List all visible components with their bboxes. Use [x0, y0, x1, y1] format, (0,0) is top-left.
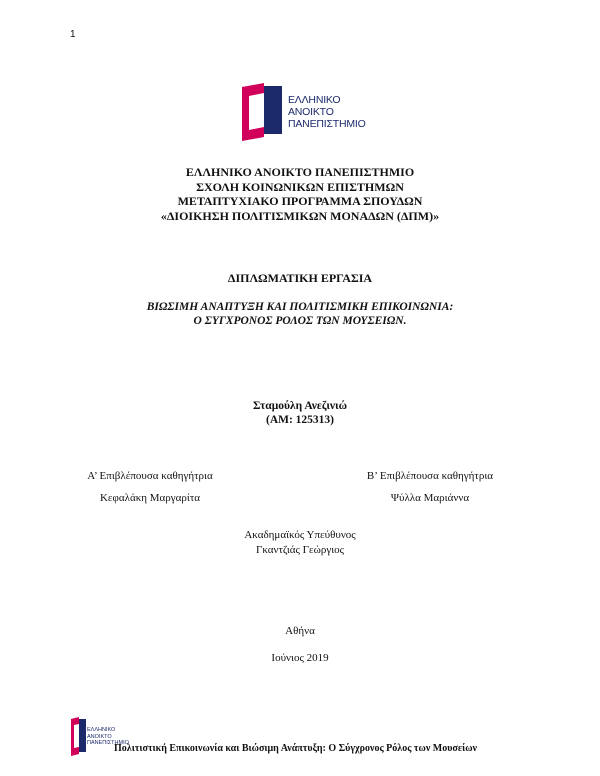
institution-header [0, 165, 600, 223]
academic-name: Γκαντζιάς Γεώργιος [255, 544, 345, 556]
school-name: ΣΧΟΛΗ ΚΟΙΝΩΝΙΚΩΝ ΕΠΙΣΤΗΜΩΝ [196, 179, 404, 194]
logo-line-2: ΑΝΟΙΚΤΟ [288, 106, 334, 118]
footer-logo-line-3: ΠΑΝΕΠΙΣΤΗΜΙΟ [87, 740, 129, 746]
university-name: ΕΛΛΗΝΙΚΟ ΑΝΟΙΚΤΟ ΠΑΝΕΠΙΣΤΗΜΙΟ [185, 165, 415, 179]
footer-logo [70, 716, 129, 756]
date: Ιούνιος 2019 [271, 652, 329, 664]
thesis-type: ΔΙΠΛΩΜΑΤΙΚΗ ΕΡΓΑΣΙΑ [227, 271, 373, 285]
title-line-2: Ο ΣΥΓΧΡΟΝΟΣ ΡΟΛΟΣ ΤΩΝ ΜΟΥΣΕΙΩΝ. [193, 315, 407, 327]
supervisor-b [330, 465, 530, 509]
logo-line-1: ΕΛΛΗΝΙΚΟ [288, 94, 341, 106]
thesis-title [0, 300, 600, 328]
author-id: (ΑΜ: 125313) [265, 414, 335, 426]
supervisor-a-role: Α’ Επιβλέπουσα καθηγήτρια [87, 470, 213, 482]
author-name: Σταμούλη Ανεζινιώ [253, 400, 347, 412]
supervisor-a [50, 465, 250, 509]
footer-text: Πολιτιστική Επικοινωνία και Βιώσιμη Ανάπτυξη: Ο Σύγχρονος Ρόλος των Μουσείων [114, 743, 478, 754]
page-number: 1 [70, 29, 76, 40]
supervisor-b-name: Ψύλλα Μαριάννα [390, 492, 470, 504]
city: Αθήνα [285, 625, 315, 637]
academic-responsible [0, 528, 600, 558]
logo-line-3: ΠΑΝΕΠΙΣΤΗΜΙΟ [288, 118, 366, 130]
footer-logo-line-1: ΕΛΛΗΝΙΚΟ [87, 727, 116, 733]
footer-logo-line-2: ΑΝΟΙΚΤΟ [87, 733, 112, 740]
supervisor-b-role: Β’ Επιβλέπουσα καθηγήτρια [366, 470, 494, 482]
author-block [0, 399, 600, 427]
supervisor-a-name: Κεφαλάκη Μαργαρίτα [99, 492, 201, 504]
program-label: ΜΕΤΑΠΤΥΧΙΑΚΟ ΠΡΟΓΡΑΜΜΑ ΣΠΟΥΔΩΝ [177, 194, 423, 208]
university-logo [240, 83, 365, 141]
title-line-1: ΒΙΩΣΙΜΗ ΑΝΑΠΤΥΞΗ ΚΑΙ ΠΟΛΙΤΙΣΜΙΚΗ ΕΠΙΚΟΙΝΩΝΙΑ: [146, 301, 454, 313]
program-name: «ΔΙΟΙΚΗΣΗ ΠΟΛΙΤΙΣΜΙΚΩΝ ΜΟΝΑΔΩΝ (ΔΠΜ)» [160, 208, 440, 223]
academic-role: Ακαδημαϊκός Υπεύθυνος [244, 529, 356, 541]
logo-text [288, 94, 366, 130]
